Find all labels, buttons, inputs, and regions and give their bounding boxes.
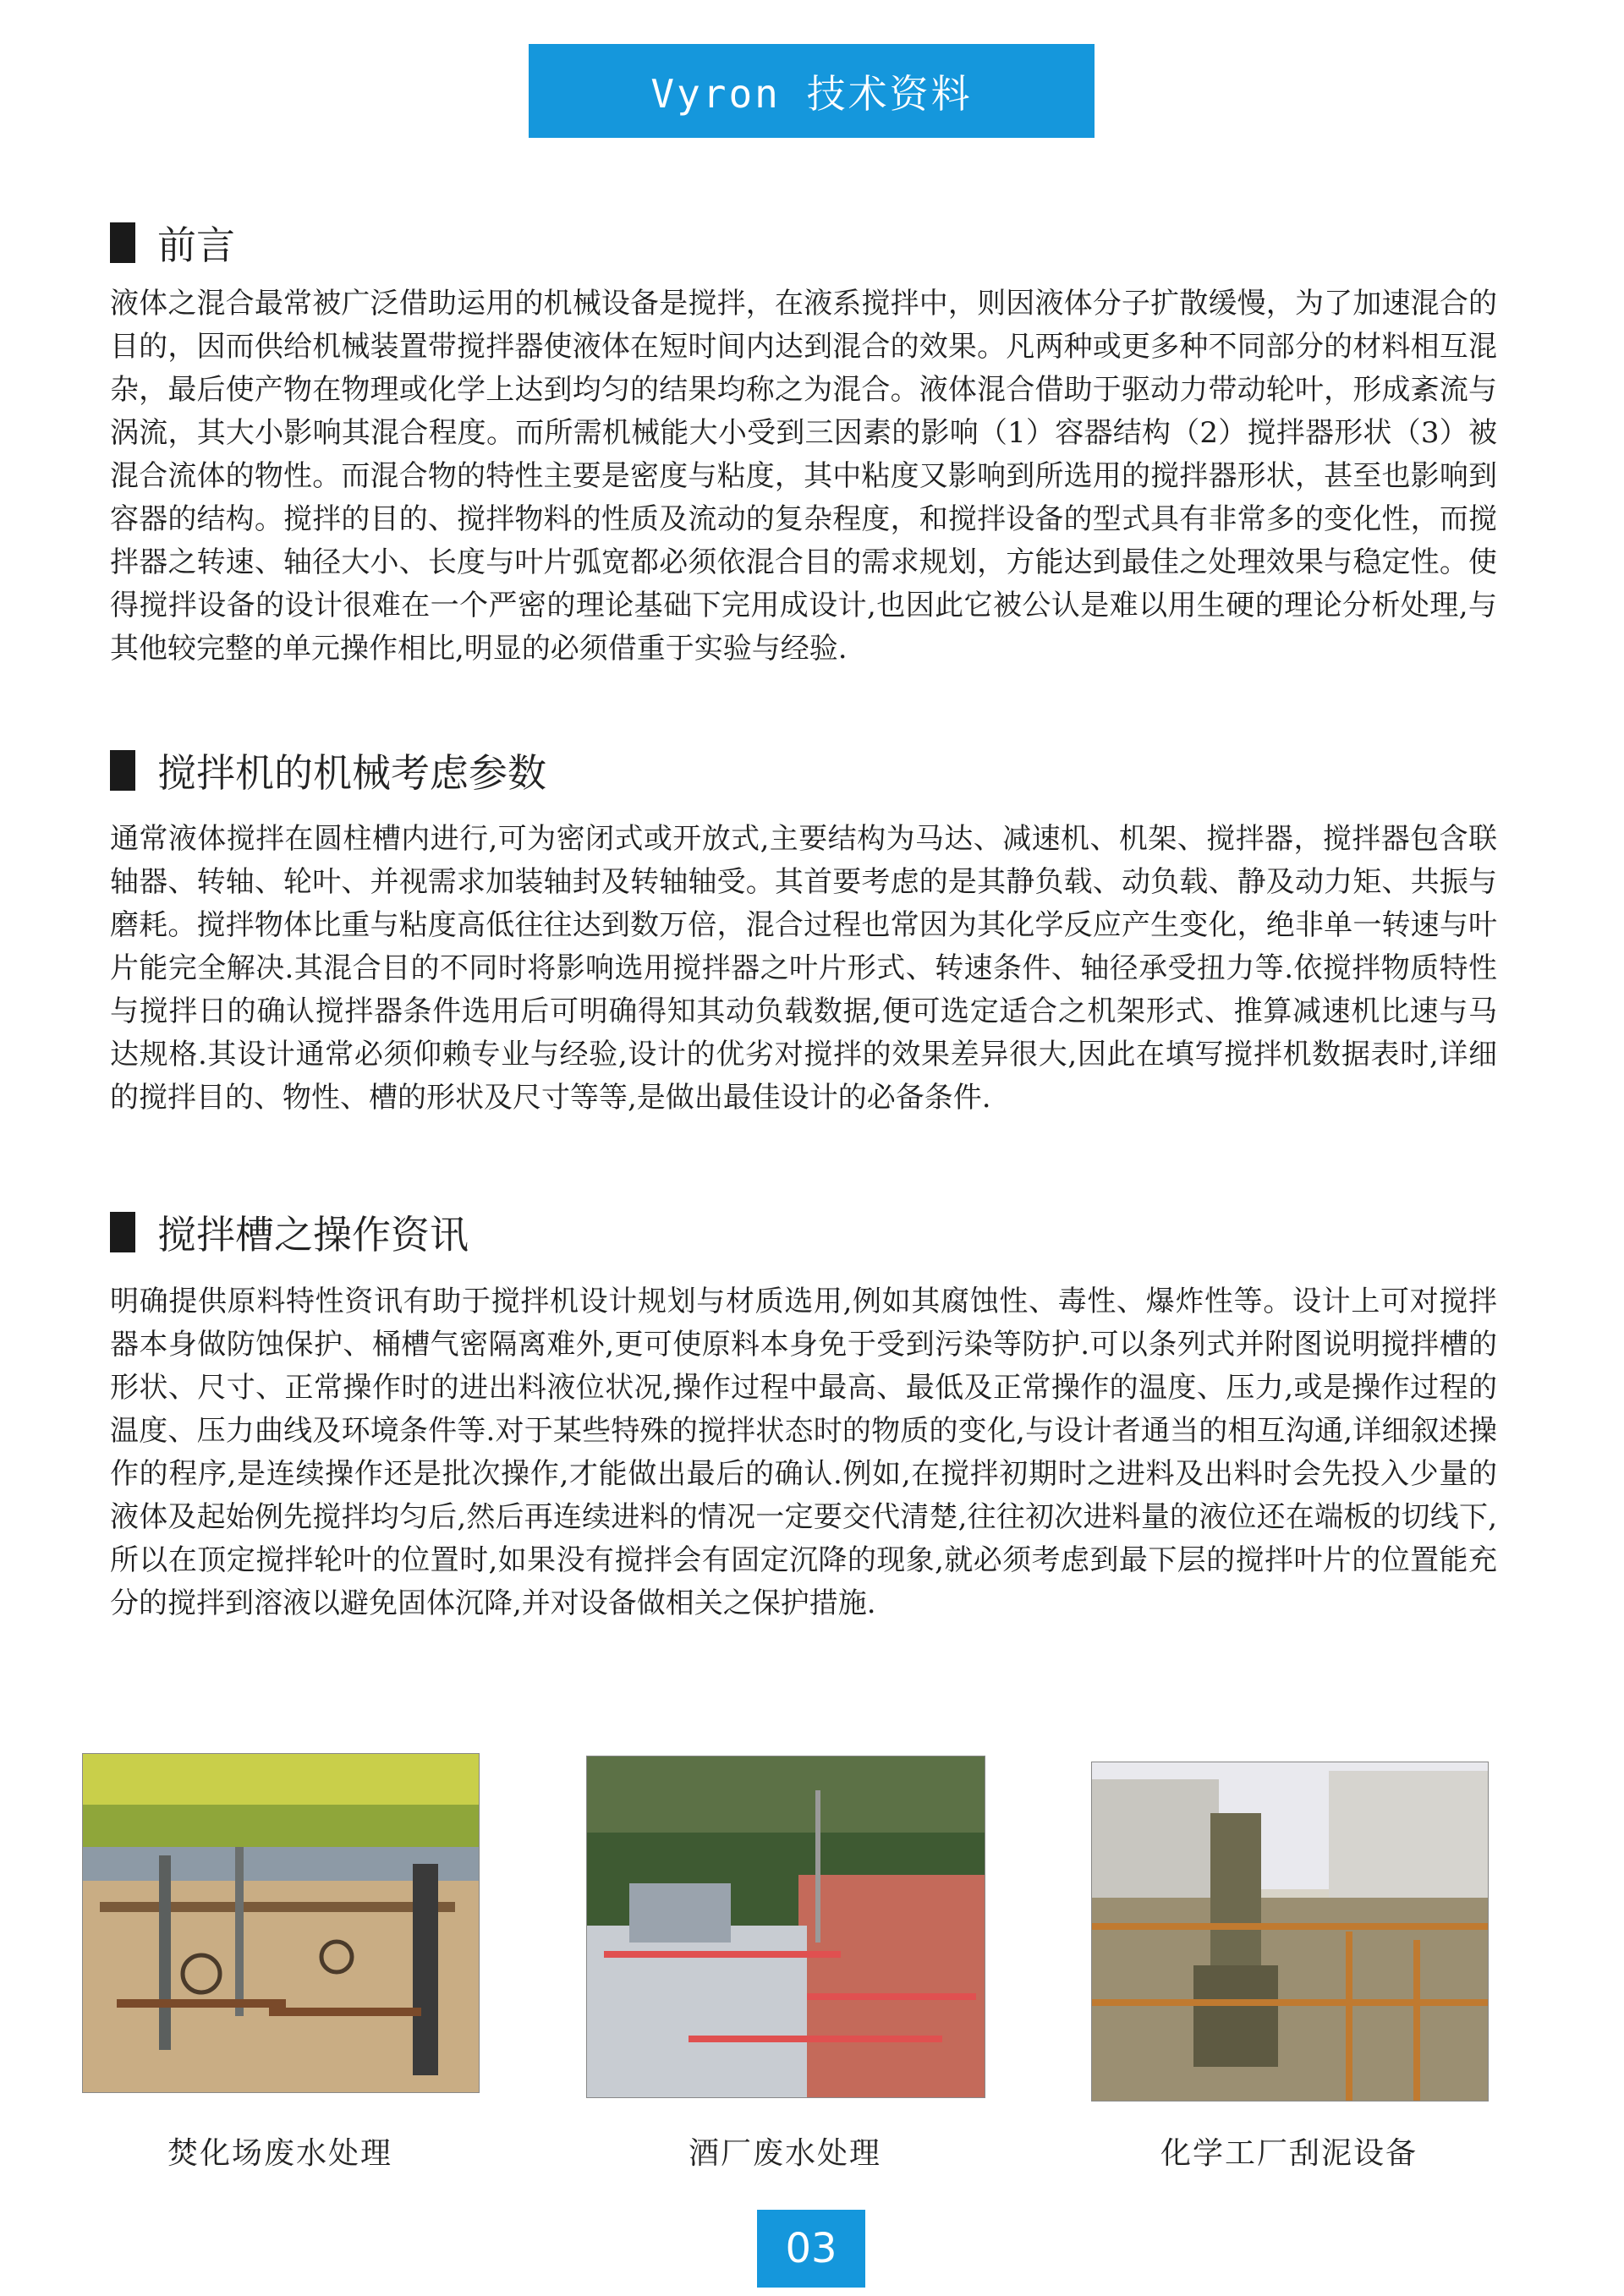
section-body-tank-operation: 明确提供原料特性资讯有助于搅拌机设计规划与材质选用,例如其腐蚀性、毒性、爆炸性等。设计上可对搅拌器本身做防蚀保护、桶槽气密隔离难外,更可使原料本身免于受到污染等防护.可以条列式并附图说明搅拌槽的形状、尺寸、正常操作时的进出料液位状况,操作过程中最高、最低及正常操作的温度、压力,或是操作过程的温度、压力曲线及环境条件等.对于某些特殊的搅拌状态时的物质的变化,与设计者通当的相互沟通,详细叙述操作的程序,是连续操作还是批次操作,才能做出最后的确认.例如,在搅拌初期时之进料及出料时会先投入少量的液体及起始例先搅拌均匀后,然后再连续进料的情况一定要交代清楚,往往初次进料量的液位还在端板的切线下,所以在顶定搅拌轮叶的位置时,如果没有搅拌会有固定沉降的现象,就必须考虑到最下层的搅拌叶片的位置能充分的搅拌到溶液以避免固体沉降,并对设备做相关之保护措施. xyxy=(110,1285,1497,1620)
photo-incineration-wastewater xyxy=(82,1753,480,2093)
document-title-banner xyxy=(529,44,1095,138)
heading-marker-icon xyxy=(110,1212,135,1252)
photo-caption-chemical: 化学工厂刮泥设备 xyxy=(1160,2136,1418,2171)
page-number: 03 xyxy=(785,2225,837,2272)
section-heading-text: 搅拌机的机械考虑参数 xyxy=(157,750,546,796)
page-number-badge xyxy=(757,2210,865,2288)
photo-caption-incineration: 焚化场废水处理 xyxy=(167,2136,392,2171)
heading-marker-icon xyxy=(110,750,135,791)
photo-chemical-sludge-scraper xyxy=(1091,1762,1489,2101)
document-title: Vyron 技术资料 xyxy=(650,70,973,117)
section-body-mechanical-params: 通常液体搅拌在圆柱槽内进行,可为密闭式或开放式,主要结构为马达、减速机、机架、搅拌器，搅拌器包含联轴器、转轴、轮叶、并视需求加装轴封及转轴轴受。其首要考虑的是其静负载、动负载、静及动力矩、共振与磨耗。搅拌物体比重与粘度高低往往达到数万倍，混合过程也常因为其化学反应产生变化，绝非单一转速与叶片能完全解决.其混合目的不同时将影响选用搅拌器之叶片形式、转速条件、轴径承受扭力等.依搅拌物质特性与搅拌日的确认搅拌器条件选用后可明确得知其动负载数据,便可选定适合之机架形式、推算减速机比速与马达规格.其设计通常必须仰赖专业与经验,设计的优劣对搅拌的效果差异很大,因此在填写搅拌机数据表时,详细的搅拌目的、物性、槽的形状及尺寸等等,是做出最佳设计的必备条件. xyxy=(110,822,1497,1115)
section-heading-text: 搅拌槽之操作资讯 xyxy=(157,1212,469,1258)
photo-brewery-wastewater xyxy=(586,1756,985,2098)
photo-caption-brewery: 酒厂废水处理 xyxy=(688,2136,881,2171)
section-heading-mechanical-params xyxy=(110,745,546,796)
section-body-preface: 液体之混合最常被广泛借助运用的机械设备是搅拌，在液系搅拌中，则因液体分子扩散缓慢，为了加速混合的目的，因而供给机械装置带搅拌器使液体在短时间内达到混合的效果。凡两种或更多种不同部分的材料相互混杂，最后使产物在物理或化学上达到均匀的结果均称之为混合。液体混合借助于驱动力带动轮叶，形成紊流与涡流，其大小影响其混合程度。而所需机械能大小受到三因素的影响（1）容器结构（2）搅拌器形状（3）被混合流体的物性。而混合物的特性主要是密度与粘度，其中粘度又影响到所选用的搅拌器形状，甚至也影响到容器的结构。搅拌的目的、搅拌物料的性质及流动的复杂程度，和搅拌设备的型式具有非常多的变化性，而搅拌器之转速、轴径大小、长度与叶片弧宽都必须依混合目的需求规划，方能达到最佳之处理效果与稳定性。使得搅拌设备的设计很难在一个严密的理论基础下完用成设计,也因此它被公认是难以用生硬的理论分析处理,与其他较完整的单元操作相比,明显的必须借重于实验与经验. xyxy=(110,287,1497,666)
section-heading-preface xyxy=(110,217,235,268)
section-heading-text: 前言 xyxy=(157,222,235,268)
heading-marker-icon xyxy=(110,222,135,263)
section-heading-tank-operation xyxy=(110,1207,469,1258)
